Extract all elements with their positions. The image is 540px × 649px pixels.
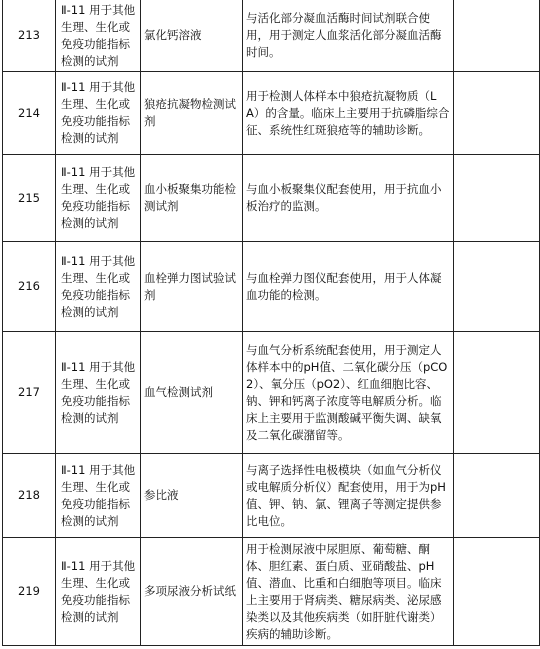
row-number: 217 [3,332,56,454]
description-cell: 与血栓弹力图仪配套使用，用于人体凝血功能的检测。 [243,242,454,332]
table-row [3,155,540,242]
row-number: 214 [3,72,56,155]
description-cell: 与离子选择性电极模块（如血气分析仪或电解质分析仪）配套使用，用于为pH值、钾、钠、氯、锂离子等测定提供参比电位。 [243,454,454,538]
category-cell: Ⅱ-11 用于其他生理、生化或免疫功能指标检测的试剂 [56,332,141,454]
row-number: 218 [3,454,56,538]
description-cell: 与活化部分凝血活酶时间试剂联合使用，用于测定人血浆活化部分凝血活酶时间。 [243,0,454,72]
category-cell: Ⅱ-11 用于其他生理、生化或免疫功能指标检测的试剂 [56,454,141,538]
description-cell: 与血气分析系统配套使用，用于测定人体样本中的pH值、二氧化碳分压（pCO2）、氧分压（pO2）、红血细胞比容、钠、钾和钙离子浓度等电解质分析。临床上主要用于监测酸碱平衡失调、缺氧及二氧化碳潴留等。 [243,332,454,454]
row-number: 219 [3,538,56,646]
category-cell: Ⅱ-11 用于其他生理、生化或免疫功能指标检测的试剂 [56,538,141,646]
table-row [3,332,540,454]
description-cell: 用于检测尿液中尿胆原、葡萄糖、酮体、胆红素、蛋白质、亚硝酸盐、pH值、潜血、比重和白细胞等项目。临床上主要用于肾病类、糖尿病类、泌尿感染类以及其他疾病类（如肝脏代谢类）疾病的辅助诊断。 [243,538,454,646]
description-cell: 用于检测人体样本中狼疮抗凝物质（LA）的含量。临床上主要用于抗磷脂综合征、系统性红斑狼疮等的辅助诊断。 [243,72,454,155]
category-cell: Ⅱ-11 用于其他生理、生化或免疫功能指标检测的试剂 [56,0,141,72]
table-row [3,454,540,538]
category-cell: Ⅱ-11 用于其他生理、生化或免疫功能指标检测的试剂 [56,72,141,155]
product-name-cell: 血小板聚集功能检测试剂 [141,155,243,242]
table-row [3,72,540,155]
product-name-cell: 参比液 [141,454,243,538]
category-cell: Ⅱ-11 用于其他生理、生化或免疫功能指标检测的试剂 [56,155,141,242]
description-cell: 与血小板聚集仪配套使用，用于抗血小板治疗的监测。 [243,155,454,242]
table-row [3,242,540,332]
row-number: 213 [3,0,56,72]
note-cell [454,538,540,646]
note-cell [454,332,540,454]
product-name-cell: 血气检测试剂 [141,332,243,454]
category-cell: Ⅱ-11 用于其他生理、生化或免疫功能指标检测的试剂 [56,242,141,332]
note-cell [454,72,540,155]
note-cell [454,0,540,72]
note-cell [454,155,540,242]
device-catalog-table [2,0,540,646]
product-name-cell: 狼疮抗凝物检测试剂 [141,72,243,155]
row-number: 216 [3,242,56,332]
product-name-cell: 血栓弹力图试验试剂 [141,242,243,332]
table-row [3,538,540,646]
note-cell [454,454,540,538]
product-name-cell: 多项尿液分析试纸 [141,538,243,646]
row-number: 215 [3,155,56,242]
product-name-cell: 氯化钙溶液 [141,0,243,72]
table-row [3,0,540,72]
note-cell [454,242,540,332]
